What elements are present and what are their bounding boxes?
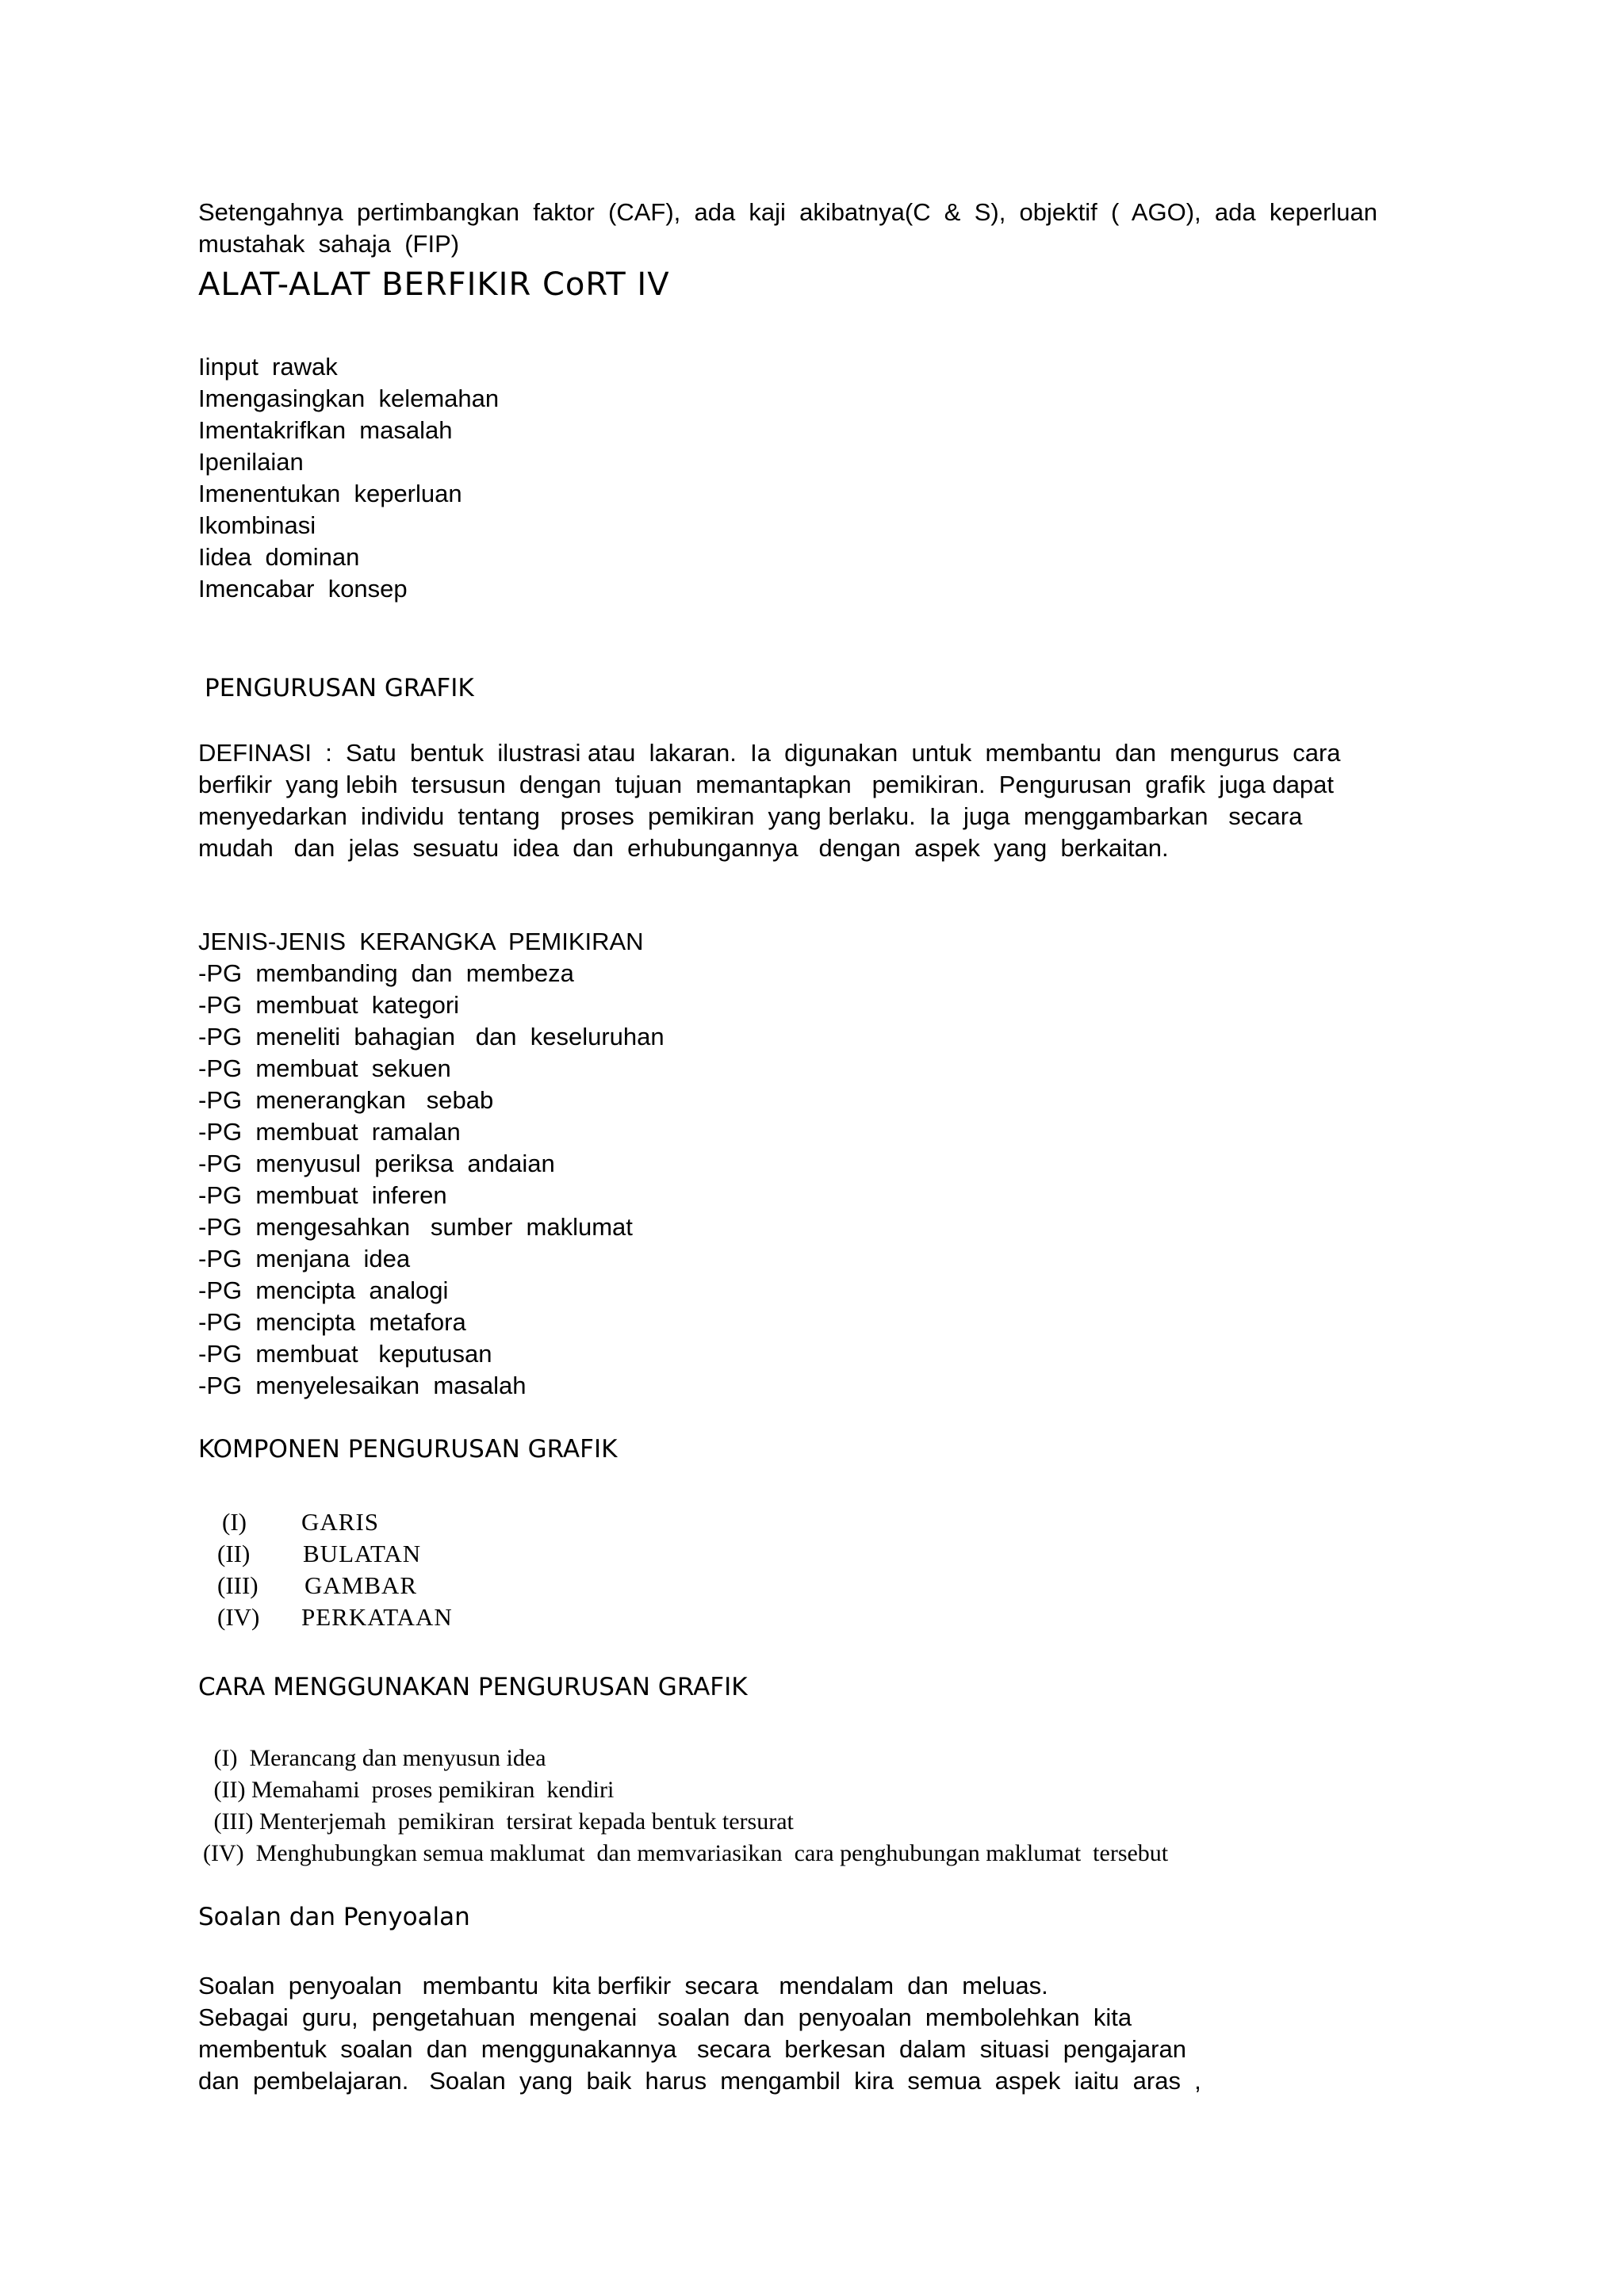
intro-line: mustahak sahaja (FIP) <box>198 230 460 258</box>
item-number: (IV) <box>217 1603 260 1631</box>
list-item: (II) Memahami proses pemikiran kendiri <box>208 1777 615 1803</box>
list-item: -PG membuat ramalan <box>198 1118 461 1146</box>
section-heading-cara: CARA MENGGUNAKAN PENGURUSAN GRAFIK <box>198 1673 748 1701</box>
types-heading: JENIS-JENIS KERANGKA PEMIKIRAN <box>198 928 644 955</box>
paragraph-line: dan pembelajaran. Soalan yang baik harus mengambil kira semua aspek iaitu aras , <box>198 2067 1201 2095</box>
types-section <box>198 926 665 1402</box>
page-title: ALAT-ALAT BERFIKIR CoRT IV <box>198 266 670 303</box>
list-item: -PG mencipta analogi <box>198 1276 449 1304</box>
list-item: Ikombinasi <box>198 511 316 539</box>
item-text: BULATAN <box>303 1540 422 1567</box>
list-item: (III) Menterjemah pemikiran tersirat kepada bentuk tersurat <box>208 1808 794 1835</box>
list-item: -PG membanding dan membeza <box>198 959 574 987</box>
list-item: -PG mencipta metafora <box>198 1308 466 1336</box>
list-item: Imencabar konsep <box>198 575 408 603</box>
definition-line: menyedarkan individu tentang proses pemikiran yang berlaku. Ia juga menggambarkan secara <box>198 802 1303 830</box>
list-item: Imentakrifkan masalah <box>198 416 453 444</box>
item-number: (III) <box>217 1571 259 1599</box>
item-number: (I) <box>222 1508 247 1536</box>
list-item: -PG mengesahkan sumber maklumat <box>198 1213 633 1241</box>
list-item: Iinput rawak <box>198 353 338 381</box>
list-item: (IV) Menghubungkan semua maklumat dan memvariasikan cara penghubungan maklumat tersebut <box>203 1840 1169 1866</box>
item-text: GAMBAR <box>304 1571 418 1599</box>
usage-list <box>198 1743 1168 1869</box>
list-item: -PG membuat inferen <box>198 1181 447 1209</box>
item-text: GARIS <box>301 1508 380 1536</box>
list-item: -PG menjana idea <box>198 1245 411 1272</box>
list-item: Iidea dominan <box>198 543 360 571</box>
list-item: -PG menyusul periksa andaian <box>198 1150 555 1177</box>
paragraph-line: Soalan penyoalan membantu kita berfikir secara mendalam dan meluas. <box>198 1972 1048 1999</box>
list-item: -PG membuat kategori <box>198 991 460 1019</box>
list-item: -PG membuat keputusan <box>198 1340 492 1368</box>
list-item: -PG membuat sekuen <box>198 1054 451 1082</box>
list-item: -PG menerangkan sebab <box>198 1086 494 1114</box>
soalan-paragraph <box>198 1970 1435 2097</box>
definition-line: berfikir yang lebih tersusun dengan tujuan memantapkan pemikiran. Pengurusan grafik juga dapat <box>198 771 1335 798</box>
paragraph-line: Sebagai guru, pengetahuan mengenai soalan dan penyoalan membolehkan kita <box>198 2003 1132 2031</box>
section-heading-komponen: KOMPONEN PENGURUSAN GRAFIK <box>198 1435 618 1464</box>
definition-paragraph <box>198 737 1435 864</box>
definition-line: DEFINASI : Satu bentuk ilustrasi atau lakaran. Ia digunakan untuk membantu dan mengurus cara <box>198 739 1341 767</box>
definition-line: mudah dan jelas sesuatu idea dan erhubungannya dengan aspek yang berkaitan. <box>198 834 1169 862</box>
intro-line: Setengahnya pertimbangkan faktor (CAF), ada kaji akibatnya(C & S), objektif ( AGO), ada keperluan <box>198 198 1378 226</box>
cort-tools-list <box>198 351 499 605</box>
list-item: -PG menyelesaikan masalah <box>198 1372 527 1399</box>
item-text: PERKATAAN <box>301 1603 453 1631</box>
section-heading-pengurusan: PENGURUSAN GRAFIK <box>205 674 474 702</box>
list-item: Imengasingkan kelemahan <box>198 385 500 412</box>
list-item: (I) Merancang dan menyusun idea <box>208 1745 546 1771</box>
item-number: (II) <box>217 1540 251 1567</box>
list-item: Ipenilaian <box>198 448 304 476</box>
intro-paragraph <box>198 197 1435 260</box>
list-item: Imenentukan keperluan <box>198 480 462 507</box>
list-item: -PG meneliti bahagian dan keseluruhan <box>198 1023 665 1050</box>
paragraph-line: membentuk soalan dan menggunakannya secara berkesan dalam situasi pengajaran <box>198 2035 1186 2063</box>
section-heading-soalan: Soalan dan Penyoalan <box>198 1903 470 1931</box>
